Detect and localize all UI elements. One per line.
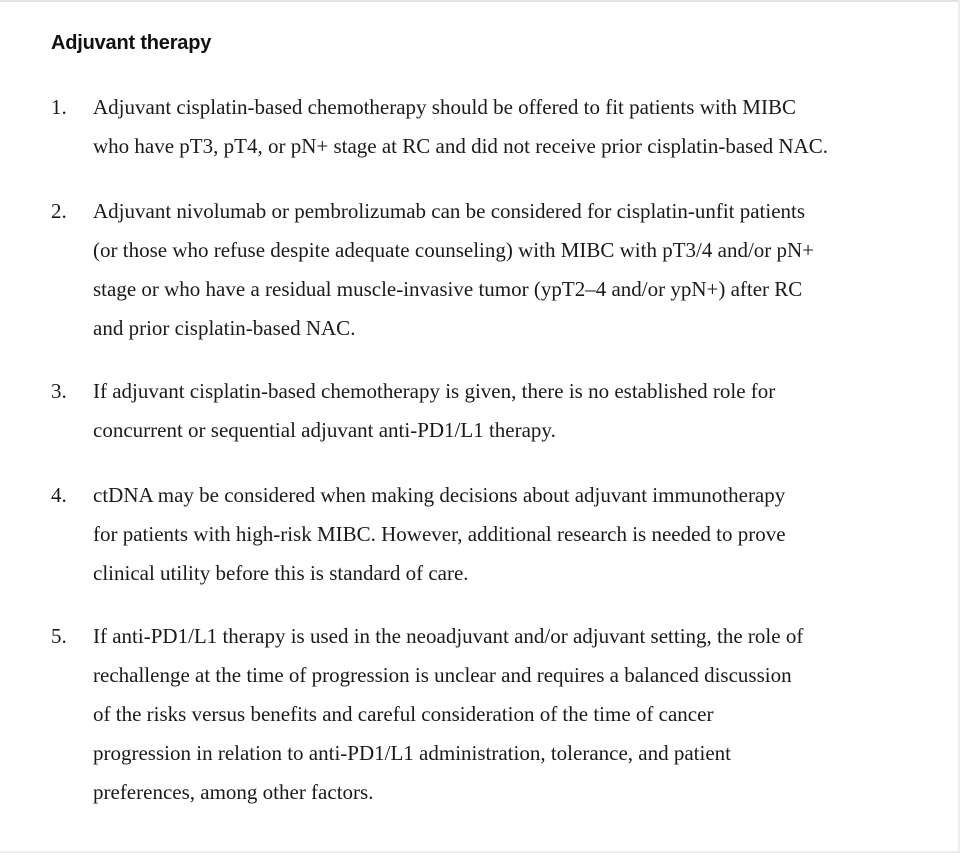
list-item-number: 5.	[51, 624, 67, 648]
list-item-text	[93, 372, 933, 450]
text-line: stage or who have a residual muscle-invasive tumor (ypT2–4 and/or ypN+) after RC	[93, 277, 803, 301]
text-line: for patients with high-risk MIBC. However, additional research is needed to prove	[93, 522, 786, 546]
section-heading: Adjuvant therapy	[51, 32, 212, 54]
list-item-text	[93, 476, 933, 593]
text-line: concurrent or sequential adjuvant anti-PD1/L1 therapy.	[93, 418, 556, 442]
text-line: If adjuvant cisplatin-based chemotherapy is given, there is no established role for	[93, 379, 776, 403]
text-line: (or those who refuse despite adequate counseling) with MIBC with pT3/4 and/or pN+	[93, 238, 815, 262]
list-item-text	[93, 617, 933, 812]
list-item-number: 4.	[51, 483, 67, 507]
text-line: progression in relation to anti-PD1/L1 administration, tolerance, and patient	[93, 741, 732, 765]
text-line: and prior cisplatin-based NAC.	[93, 316, 356, 340]
text-line: Adjuvant cisplatin-based chemotherapy should be offered to fit patients with MIBC	[93, 95, 796, 119]
text-line: of the risks versus benefits and careful consideration of the time of cancer	[93, 702, 714, 726]
text-line: Adjuvant nivolumab or pembrolizumab can be considered for cisplatin-unfit patients	[93, 199, 806, 223]
list-item-number: 2.	[51, 199, 67, 223]
text-line: ctDNA may be considered when making decisions about adjuvant immunotherapy	[93, 483, 786, 507]
text-line: rechallenge at the time of progression is unclear and requires a balanced discussion	[93, 663, 792, 687]
text-line: preferences, among other factors.	[93, 780, 374, 804]
text-line: clinical utility before this is standard of care.	[93, 561, 469, 585]
text-line: If anti-PD1/L1 therapy is used in the neoadjuvant and/or adjuvant setting, the role of	[93, 624, 804, 648]
list-item-number: 3.	[51, 379, 67, 403]
list-item-number: 1.	[51, 95, 67, 119]
list-item-text	[93, 192, 933, 348]
list-item-text	[93, 88, 933, 166]
text-line: who have pT3, pT4, or pN+ stage at RC and did not receive prior cisplatin-based NAC.	[93, 134, 828, 158]
